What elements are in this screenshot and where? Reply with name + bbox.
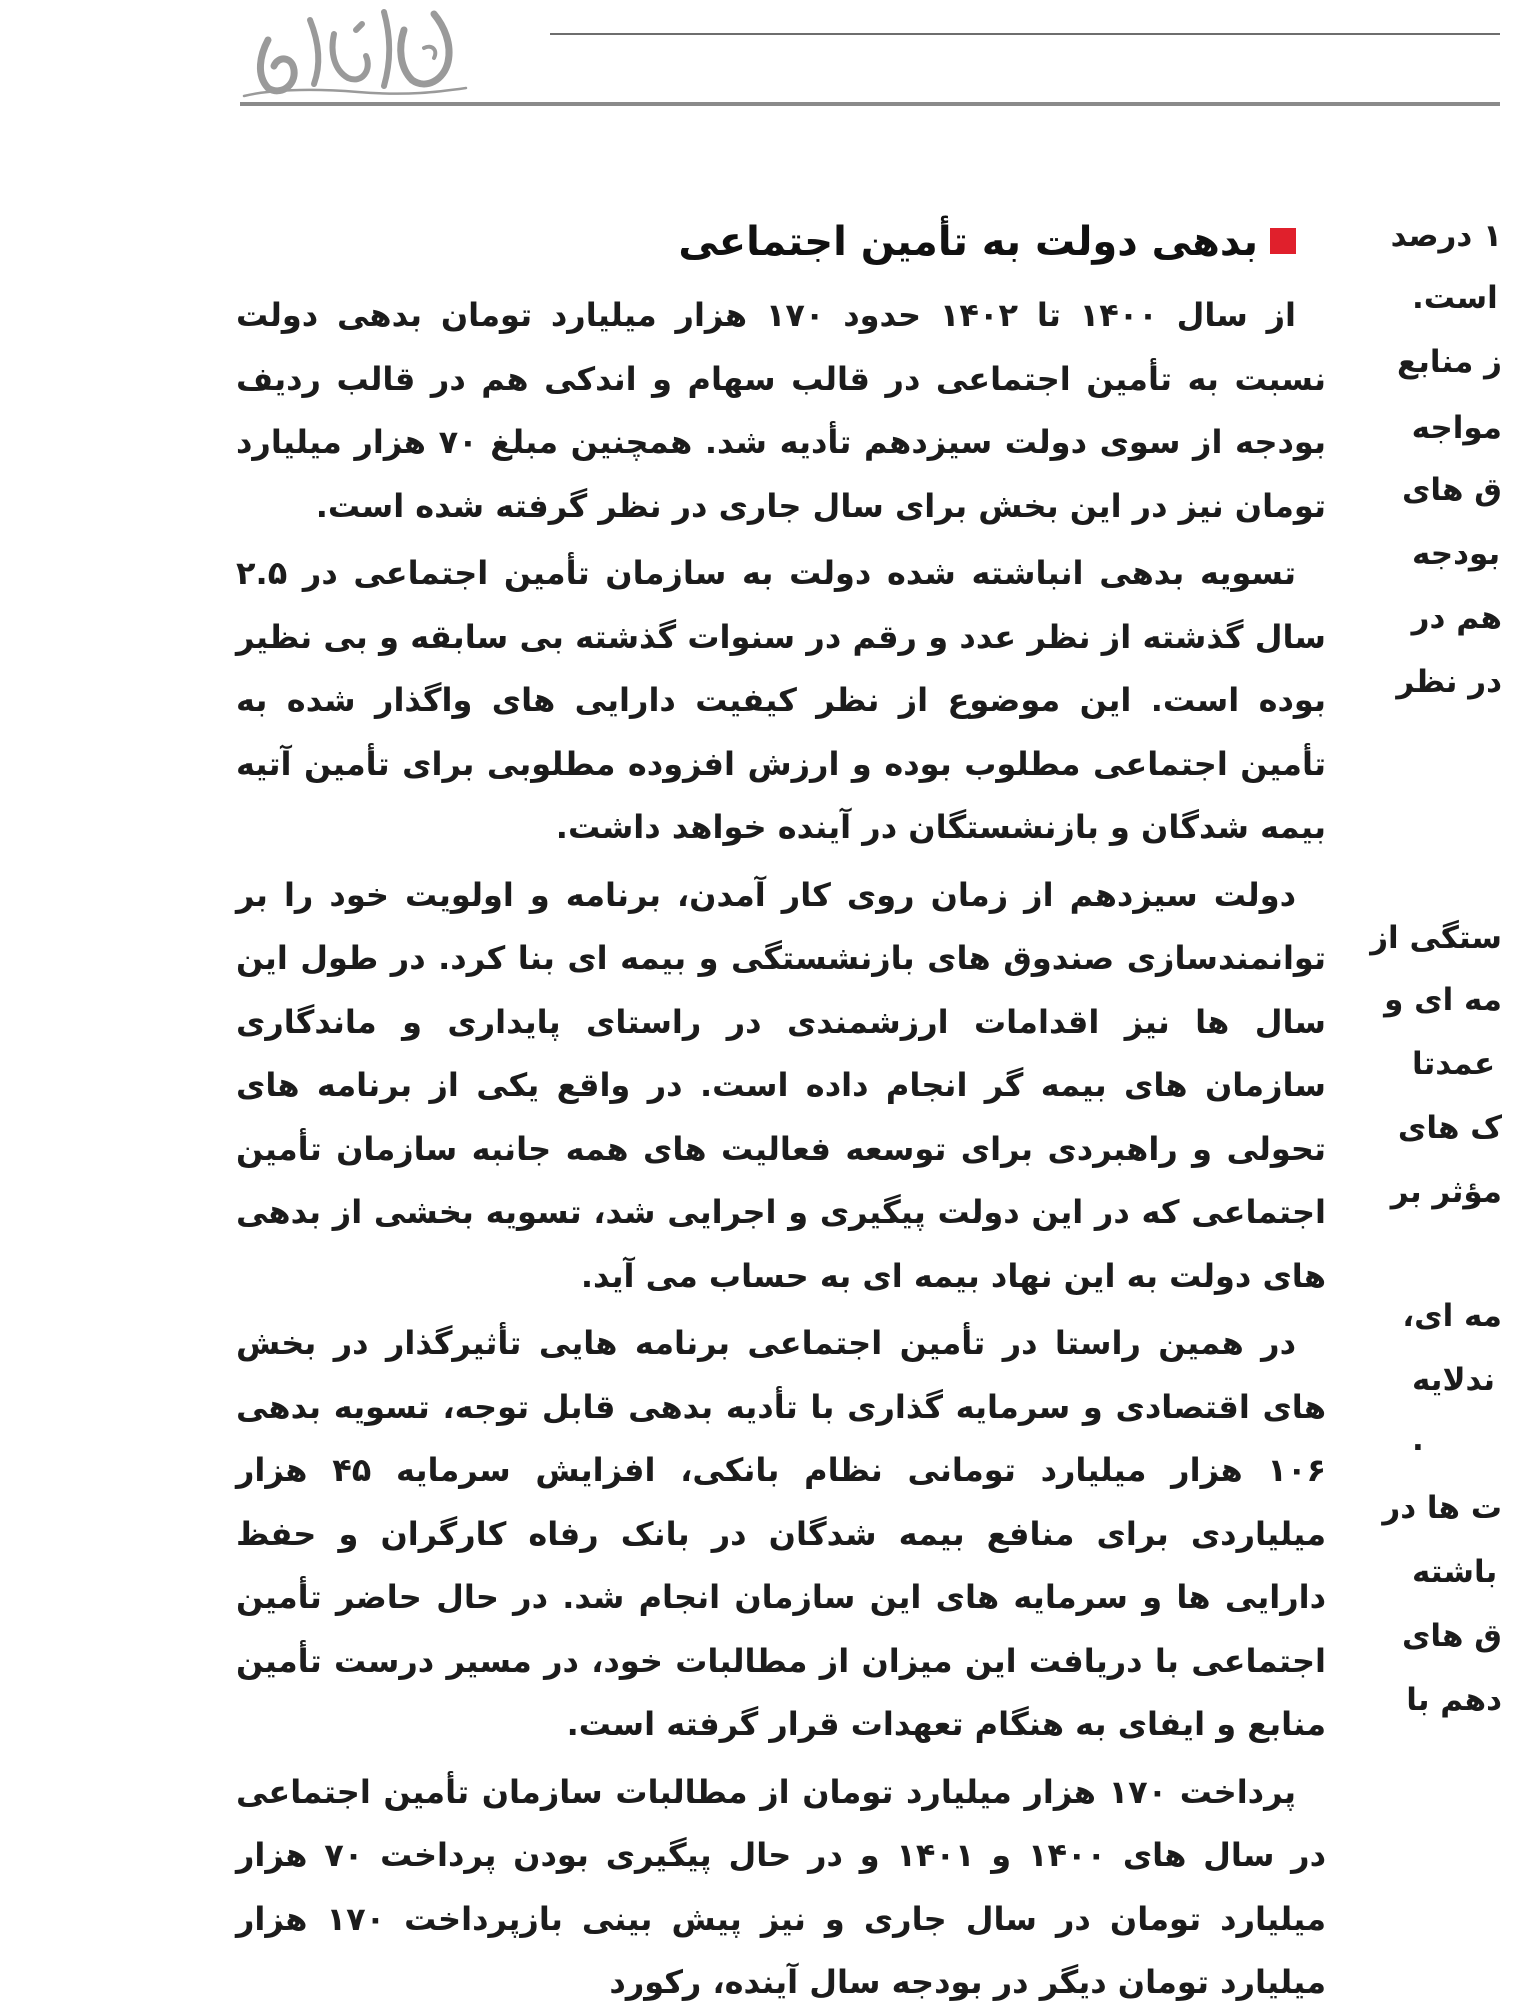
adjacent-column-line: ز منابع <box>1397 344 1502 380</box>
adjacent-column-line: مه ای و <box>1384 982 1502 1018</box>
article-column <box>236 212 1327 2001</box>
adjacent-column-line: دهم با <box>1406 1682 1502 1718</box>
adjacent-column-fragment <box>1370 212 1532 1738</box>
adjacent-column-line: مه ای، <box>1402 1298 1502 1334</box>
adjacent-column-line: ۱ درصد <box>1390 218 1502 254</box>
article-paragraph: پرداخت ۱۷۰ هزار میلیارد تومان از مطالبات سازمان تأمین اجتماعی در سال های ۱۴۰۰ و ۱۴۰۱ و در حال پیگیری بودن پرداخت ۷۰ هزار میلیارد تومان در سال جاری و نیز پیش بینی بازپرداخت ۱۷۰ هزار میلیارد تومان دیگر در بودجه سال آینده، رکورد <box>236 1772 1327 2001</box>
red-square-marker-icon <box>1270 228 1296 254</box>
article-heading <box>236 212 1296 272</box>
adjacent-column-line: ت ها در <box>1382 1490 1502 1526</box>
article-paragraph: در همین راستا در تأمین اجتماعی برنامه هایی تأثیرگذار در بخش های اقتصادی و سرمایه گذاری با تأدیه بدهی قابل توجه، تسویه بدهی ۱۰۶ هزار میلیارد تومانی نظام بانکی، افزایش سرمایه ۴۵ هزار میلیاردی برای منافع بیمه شدگان در بانک رفاه کارگران و حفظ دارایی ها و سرمایه های این سازمان انجام شد. در حال حاضر تأمین اجتماعی با دریافت این میزان از مطالبات خود، در مسیر درست تأمین منابع و ایفای به هنگام تعهدات قرار گرفته است. <box>236 1324 1327 1743</box>
article-paragraph: تسویه بدهی انباشته شده دولت به سازمان تأمین اجتماعی در ۲.۵ سال گذشته از نظر عدد و رقم در سنوات گذشته بی سابقه و بی نظیر بوده است. این موضوع از نظر کیفیت دارایی های واگذار شده به تأمین اجتماعی مطلوب بوده و ارزش افزوده مطلوبی برای تأمین آتیه بیمه شدگان و بازنشستگان در آینده خواهد داشت. <box>236 554 1326 846</box>
adjacent-column-line: است. <box>1412 280 1498 316</box>
article-paragraph: دولت سیزدهم از زمان روی کار آمدن، برنامه و اولویت خود را بر توانمندسازی صندوق های بازنشستگی و بیمه ای بنا کرد. در طول این سال ها نیز اقدامات ارزشمندی در راستای پایداری و ماندگاری سازمان های بیمه گر انجام داده است. در واقع یکی از برنامه های تحولی و راهبردی برای توسعه فعالیت های همه جانبه سازمان تأمین اجتماعی که در این دولت پیگیری و اجرایی شد، تسویه بخشی از بدهی های دولت به این نهاد بیمه ای به حساب می آید. <box>236 875 1326 1295</box>
article-paragraph: از سال ۱۴۰۰ تا ۱۴۰۲ حدود ۱۷۰ هزار میلیارد تومان بدهی دولت نسبت به تأمین اجتماعی در قالب سهام و اندکی هم در قالب ردیف بودجه از سوی دولت سیزدهم تأدیه شد. همچنین مبلغ ۷۰ هزار میلیارد تومان نیز در این بخش برای سال جاری در نظر گرفته شده است. <box>236 296 1327 525</box>
adjacent-column-line: ستگی از <box>1370 920 1502 956</box>
adjacent-column-line: بودجه <box>1412 536 1501 572</box>
publication-logo-artwork <box>238 0 468 104</box>
adjacent-column-line: باشته <box>1412 1554 1498 1590</box>
header-divider-thin <box>550 33 1500 35</box>
adjacent-column-line: ندلایه <box>1412 1362 1496 1398</box>
article-title: بدهی دولت به تأمین اجتماعی <box>678 219 1258 265</box>
adjacent-column-line: در نظر <box>1396 664 1502 700</box>
adjacent-column-line: ک های <box>1397 1110 1502 1146</box>
adjacent-column-line: مؤثر بر <box>1390 1174 1502 1210</box>
adjacent-column-line: هم در <box>1411 600 1502 636</box>
adjacent-column-line: ق های <box>1401 1618 1502 1654</box>
adjacent-column-line: ق های <box>1401 472 1502 508</box>
adjacent-column-line: عمدتا <box>1412 1046 1496 1082</box>
adjacent-column-line: . <box>1412 1422 1424 1458</box>
adjacent-column-line: مواجه <box>1411 410 1502 446</box>
publication-logo <box>238 0 468 104</box>
